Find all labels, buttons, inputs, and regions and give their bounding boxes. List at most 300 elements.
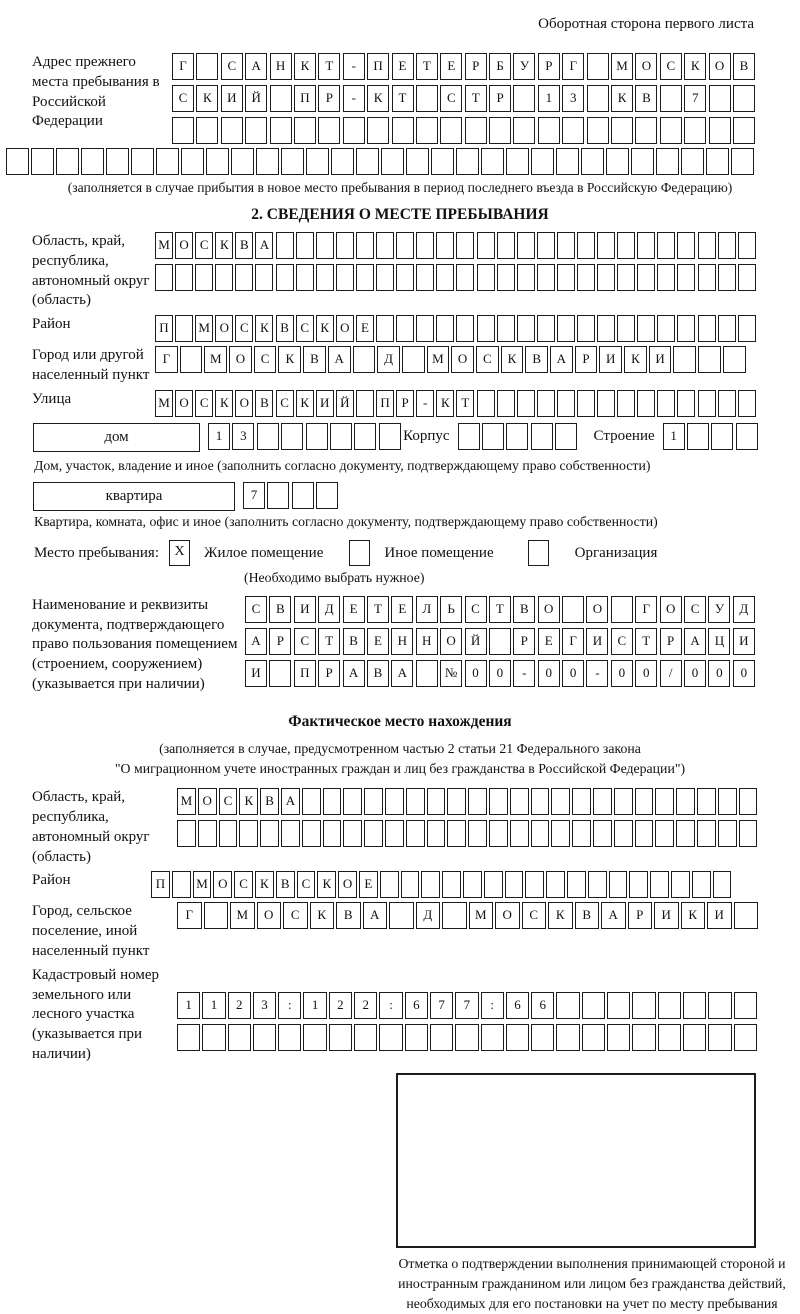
char-cell[interactable]: С [660,53,682,80]
char-cell[interactable]: П [151,871,170,898]
char-cell[interactable] [637,232,655,259]
char-cell[interactable]: : [481,992,504,1019]
char-cell[interactable] [506,1024,529,1051]
char-cell[interactable]: С [611,628,633,655]
char-cell[interactable] [660,85,682,112]
char-cell[interactable] [655,820,674,847]
char-cell[interactable]: С [465,596,487,623]
char-cell[interactable] [106,148,129,175]
char-cell[interactable]: 0 [538,660,560,687]
char-cell[interactable] [323,788,342,815]
char-cell[interactable]: 7 [684,85,706,112]
char-cell[interactable] [354,1024,377,1051]
char-cell[interactable] [572,788,591,815]
char-cell[interactable]: - [416,390,434,417]
char-cell[interactable] [537,315,555,342]
char-cell[interactable]: С [684,596,706,623]
char-cell[interactable] [81,148,104,175]
char-cell[interactable] [525,871,544,898]
char-cell[interactable]: 0 [708,660,730,687]
char-cell[interactable]: Н [270,53,292,80]
char-cell[interactable] [733,85,755,112]
char-cell[interactable] [677,264,695,291]
char-cell[interactable] [316,264,334,291]
char-cell[interactable] [506,148,529,175]
char-cell[interactable]: П [155,315,173,342]
char-cell[interactable]: : [379,992,402,1019]
char-cell[interactable]: П [376,390,394,417]
char-cell[interactable]: С [283,902,308,929]
char-cell[interactable] [31,148,54,175]
char-cell[interactable]: К [316,315,334,342]
char-cell[interactable] [738,315,756,342]
char-cell[interactable] [356,232,374,259]
char-cell[interactable]: В [255,390,273,417]
char-cell[interactable] [385,820,404,847]
char-cell[interactable]: В [336,902,361,929]
char-cell[interactable] [294,117,316,144]
char-cell[interactable]: О [198,788,217,815]
char-cell[interactable]: К [436,390,454,417]
char-cell[interactable] [447,820,466,847]
char-cell[interactable]: Т [392,85,414,112]
char-cell[interactable]: Т [318,628,340,655]
char-cell[interactable] [477,315,495,342]
char-cell[interactable] [385,788,404,815]
char-cell[interactable] [572,820,591,847]
char-cell[interactable]: К [684,53,706,80]
char-cell[interactable] [456,264,474,291]
char-cell[interactable] [738,264,756,291]
char-cell[interactable]: 7 [430,992,453,1019]
char-cell[interactable] [336,232,354,259]
char-cell[interactable]: Ь [440,596,462,623]
char-cell[interactable] [343,820,362,847]
char-cell[interactable] [733,117,755,144]
char-cell[interactable] [257,423,279,450]
char-cell[interactable] [734,902,759,929]
char-cell[interactable]: А [601,902,626,929]
char-cell[interactable] [353,346,376,373]
char-cell[interactable] [489,628,511,655]
char-cell[interactable] [458,423,480,450]
char-cell[interactable] [718,788,737,815]
char-cell[interactable] [276,264,294,291]
char-cell[interactable] [671,871,690,898]
char-cell[interactable] [635,117,657,144]
char-cell[interactable] [256,148,279,175]
char-cell[interactable] [517,390,535,417]
char-cell[interactable] [631,148,654,175]
char-cell[interactable] [228,1024,251,1051]
char-cell[interactable] [577,264,595,291]
char-cell[interactable] [629,871,648,898]
char-cell[interactable] [436,232,454,259]
char-cell[interactable]: - [586,660,608,687]
char-cell[interactable]: Р [465,53,487,80]
char-cell[interactable] [442,871,461,898]
char-cell[interactable] [614,788,633,815]
char-cell[interactable]: Б [489,53,511,80]
char-cell[interactable]: О [215,315,233,342]
char-cell[interactable]: О [235,390,253,417]
char-cell[interactable]: С [254,346,277,373]
char-cell[interactable] [456,148,479,175]
char-cell[interactable] [389,902,414,929]
char-cell[interactable]: И [245,660,267,687]
char-cell[interactable]: В [635,85,657,112]
char-cell[interactable]: Р [396,390,414,417]
char-cell[interactable] [477,390,495,417]
char-cell[interactable]: Г [177,902,202,929]
char-cell[interactable] [683,1024,706,1051]
char-cell[interactable] [657,264,675,291]
char-cell[interactable]: М [195,315,213,342]
char-cell[interactable] [296,264,314,291]
char-cell[interactable]: Е [391,596,413,623]
char-cell[interactable]: С [276,390,294,417]
char-cell[interactable] [303,1024,326,1051]
char-cell[interactable] [421,871,440,898]
char-cell[interactable]: А [550,346,573,373]
char-cell[interactable]: Р [628,902,653,929]
char-cell[interactable] [416,315,434,342]
char-cell[interactable] [723,346,746,373]
char-cell[interactable] [718,820,737,847]
char-cell[interactable] [739,820,758,847]
char-cell[interactable] [278,1024,301,1051]
char-cell[interactable]: Р [538,53,560,80]
char-cell[interactable] [537,264,555,291]
char-cell[interactable]: В [235,232,253,259]
char-cell[interactable] [364,820,383,847]
char-cell[interactable] [517,315,535,342]
char-cell[interactable] [436,315,454,342]
char-cell[interactable] [556,1024,579,1051]
char-cell[interactable] [405,1024,428,1051]
char-cell[interactable] [323,820,342,847]
char-cell[interactable]: 0 [611,660,633,687]
char-cell[interactable] [330,423,352,450]
char-cell[interactable] [546,871,565,898]
char-cell[interactable]: - [513,660,535,687]
char-cell[interactable] [562,596,584,623]
char-cell[interactable] [316,232,334,259]
char-cell[interactable] [177,820,196,847]
char-cell[interactable]: М [611,53,633,80]
char-cell[interactable] [379,423,401,450]
char-cell[interactable] [734,992,757,1019]
char-cell[interactable]: А [328,346,351,373]
char-cell[interactable] [537,232,555,259]
char-cell[interactable]: К [548,902,573,929]
char-cell[interactable] [582,1024,605,1051]
char-cell[interactable] [482,423,504,450]
char-cell[interactable]: Е [392,53,414,80]
char-cell[interactable] [196,53,218,80]
char-cell[interactable]: К [239,788,258,815]
char-cell[interactable] [329,1024,352,1051]
organization-checkbox[interactable] [528,540,549,566]
char-cell[interactable] [245,117,267,144]
char-cell[interactable] [698,232,716,259]
char-cell[interactable] [198,820,217,847]
char-cell[interactable] [477,264,495,291]
char-cell[interactable]: 0 [489,660,511,687]
char-cell[interactable]: Н [416,628,438,655]
char-cell[interactable] [510,820,529,847]
char-cell[interactable] [440,117,462,144]
char-cell[interactable]: М [204,346,227,373]
char-cell[interactable] [427,788,446,815]
char-cell[interactable] [632,992,655,1019]
char-cell[interactable] [637,264,655,291]
char-cell[interactable] [557,232,575,259]
char-cell[interactable] [436,264,454,291]
char-cell[interactable]: К [255,871,274,898]
char-cell[interactable] [430,1024,453,1051]
char-cell[interactable] [206,148,229,175]
char-cell[interactable] [709,117,731,144]
char-cell[interactable] [537,390,555,417]
char-cell[interactable] [588,871,607,898]
char-cell[interactable]: И [654,902,679,929]
char-cell[interactable] [635,820,654,847]
char-cell[interactable] [597,390,615,417]
char-cell[interactable] [658,1024,681,1051]
char-cell[interactable]: / [660,660,682,687]
char-cell[interactable] [316,482,338,509]
char-cell[interactable]: И [294,596,316,623]
char-cell[interactable]: Р [489,85,511,112]
char-cell[interactable] [510,788,529,815]
char-cell[interactable]: Д [377,346,400,373]
char-cell[interactable] [177,1024,200,1051]
char-cell[interactable] [356,390,374,417]
char-cell[interactable] [253,1024,276,1051]
char-cell[interactable] [306,148,329,175]
char-cell[interactable]: 1 [202,992,225,1019]
char-cell[interactable]: А [255,232,273,259]
char-cell[interactable]: Р [318,660,340,687]
char-cell[interactable]: К [296,390,314,417]
char-cell[interactable] [396,315,414,342]
char-cell[interactable] [708,992,731,1019]
char-cell[interactable] [442,902,467,929]
char-cell[interactable] [606,148,629,175]
char-cell[interactable]: 2 [329,992,352,1019]
char-cell[interactable] [611,117,633,144]
char-cell[interactable]: Д [733,596,755,623]
char-cell[interactable] [655,788,674,815]
char-cell[interactable] [196,117,218,144]
char-cell[interactable] [281,148,304,175]
char-cell[interactable] [556,148,579,175]
char-cell[interactable]: 1 [177,992,200,1019]
char-cell[interactable]: В [733,53,755,80]
char-cell[interactable] [713,871,732,898]
house-box[interactable]: дом [33,423,200,452]
char-cell[interactable] [416,85,438,112]
char-cell[interactable]: К [196,85,218,112]
char-cell[interactable] [156,148,179,175]
char-cell[interactable]: О [538,596,560,623]
char-cell[interactable] [531,148,554,175]
char-cell[interactable] [632,1024,655,1051]
char-cell[interactable] [677,390,695,417]
char-cell[interactable] [711,423,733,450]
char-cell[interactable]: С [221,53,243,80]
char-cell[interactable] [131,148,154,175]
char-cell[interactable] [455,1024,478,1051]
other-premises-checkbox[interactable] [349,540,370,566]
char-cell[interactable] [531,820,550,847]
char-cell[interactable]: 1 [208,423,230,450]
char-cell[interactable]: 7 [243,482,265,509]
char-cell[interactable]: В [525,346,548,373]
char-cell[interactable] [379,1024,402,1051]
char-cell[interactable] [402,346,425,373]
char-cell[interactable] [587,53,609,80]
char-cell[interactable] [697,820,716,847]
char-cell[interactable] [489,788,508,815]
char-cell[interactable]: В [303,346,326,373]
char-cell[interactable]: № [440,660,462,687]
char-cell[interactable]: О [660,596,682,623]
char-cell[interactable] [577,315,595,342]
char-cell[interactable] [343,788,362,815]
char-cell[interactable]: С [195,390,213,417]
char-cell[interactable]: М [230,902,255,929]
char-cell[interactable] [195,264,213,291]
char-cell[interactable] [582,992,605,1019]
char-cell[interactable] [56,148,79,175]
char-cell[interactable]: И [599,346,622,373]
char-cell[interactable] [597,232,615,259]
char-cell[interactable] [269,660,291,687]
char-cell[interactable]: И [316,390,334,417]
char-cell[interactable]: Т [465,85,487,112]
char-cell[interactable]: И [649,346,672,373]
char-cell[interactable] [221,117,243,144]
char-cell[interactable] [531,423,553,450]
char-cell[interactable] [617,390,635,417]
char-cell[interactable] [657,232,675,259]
char-cell[interactable]: С [172,85,194,112]
char-cell[interactable]: - [343,53,365,80]
char-cell[interactable] [497,264,515,291]
char-cell[interactable]: К [367,85,389,112]
char-cell[interactable] [484,871,503,898]
char-cell[interactable] [517,264,535,291]
char-cell[interactable] [276,232,294,259]
char-cell[interactable] [456,315,474,342]
char-cell[interactable] [215,264,233,291]
char-cell[interactable]: Т [416,53,438,80]
char-cell[interactable] [736,423,758,450]
char-cell[interactable] [306,423,328,450]
char-cell[interactable] [676,820,695,847]
char-cell[interactable]: Н [391,628,413,655]
char-cell[interactable] [738,390,756,417]
char-cell[interactable]: К [624,346,647,373]
char-cell[interactable] [687,423,709,450]
char-cell[interactable] [260,820,279,847]
char-cell[interactable] [331,148,354,175]
char-cell[interactable] [376,232,394,259]
char-cell[interactable]: Т [456,390,474,417]
char-cell[interactable]: М [155,232,173,259]
char-cell[interactable] [557,315,575,342]
char-cell[interactable] [6,148,29,175]
char-cell[interactable] [356,264,374,291]
char-cell[interactable] [354,423,376,450]
char-cell[interactable] [739,788,758,815]
char-cell[interactable]: Р [660,628,682,655]
char-cell[interactable] [239,820,258,847]
char-cell[interactable]: В [276,315,294,342]
char-cell[interactable]: С [294,628,316,655]
char-cell[interactable]: 0 [684,660,706,687]
char-cell[interactable] [416,117,438,144]
char-cell[interactable] [677,232,695,259]
char-cell[interactable] [364,788,383,815]
char-cell[interactable]: Д [416,902,441,929]
char-cell[interactable] [463,871,482,898]
char-cell[interactable] [481,1024,504,1051]
char-cell[interactable] [657,390,675,417]
char-cell[interactable] [489,117,511,144]
char-cell[interactable]: Т [367,596,389,623]
char-cell[interactable] [698,346,721,373]
char-cell[interactable]: К [215,232,233,259]
char-cell[interactable]: Л [416,596,438,623]
char-cell[interactable] [593,788,612,815]
char-cell[interactable]: 1 [538,85,560,112]
char-cell[interactable]: М [177,788,196,815]
char-cell[interactable] [431,148,454,175]
char-cell[interactable]: М [469,902,494,929]
char-cell[interactable]: В [269,596,291,623]
char-cell[interactable] [611,596,633,623]
char-cell[interactable] [551,788,570,815]
char-cell[interactable] [155,264,173,291]
char-cell[interactable] [698,264,716,291]
char-cell[interactable]: О [257,902,282,929]
char-cell[interactable]: В [367,660,389,687]
char-cell[interactable]: О [338,871,357,898]
char-cell[interactable]: А [245,53,267,80]
char-cell[interactable]: С [440,85,462,112]
char-cell[interactable] [376,315,394,342]
char-cell[interactable]: 0 [465,660,487,687]
char-cell[interactable]: Г [562,628,584,655]
char-cell[interactable] [180,346,203,373]
char-cell[interactable] [517,232,535,259]
char-cell[interactable] [406,788,425,815]
char-cell[interactable] [587,85,609,112]
char-cell[interactable] [468,788,487,815]
char-cell[interactable] [656,148,679,175]
char-cell[interactable]: Г [635,596,657,623]
char-cell[interactable] [657,315,675,342]
char-cell[interactable] [637,390,655,417]
char-cell[interactable]: Ц [708,628,730,655]
char-cell[interactable]: Г [155,346,178,373]
char-cell[interactable] [497,232,515,259]
char-cell[interactable] [614,820,633,847]
char-cell[interactable]: О [175,232,193,259]
